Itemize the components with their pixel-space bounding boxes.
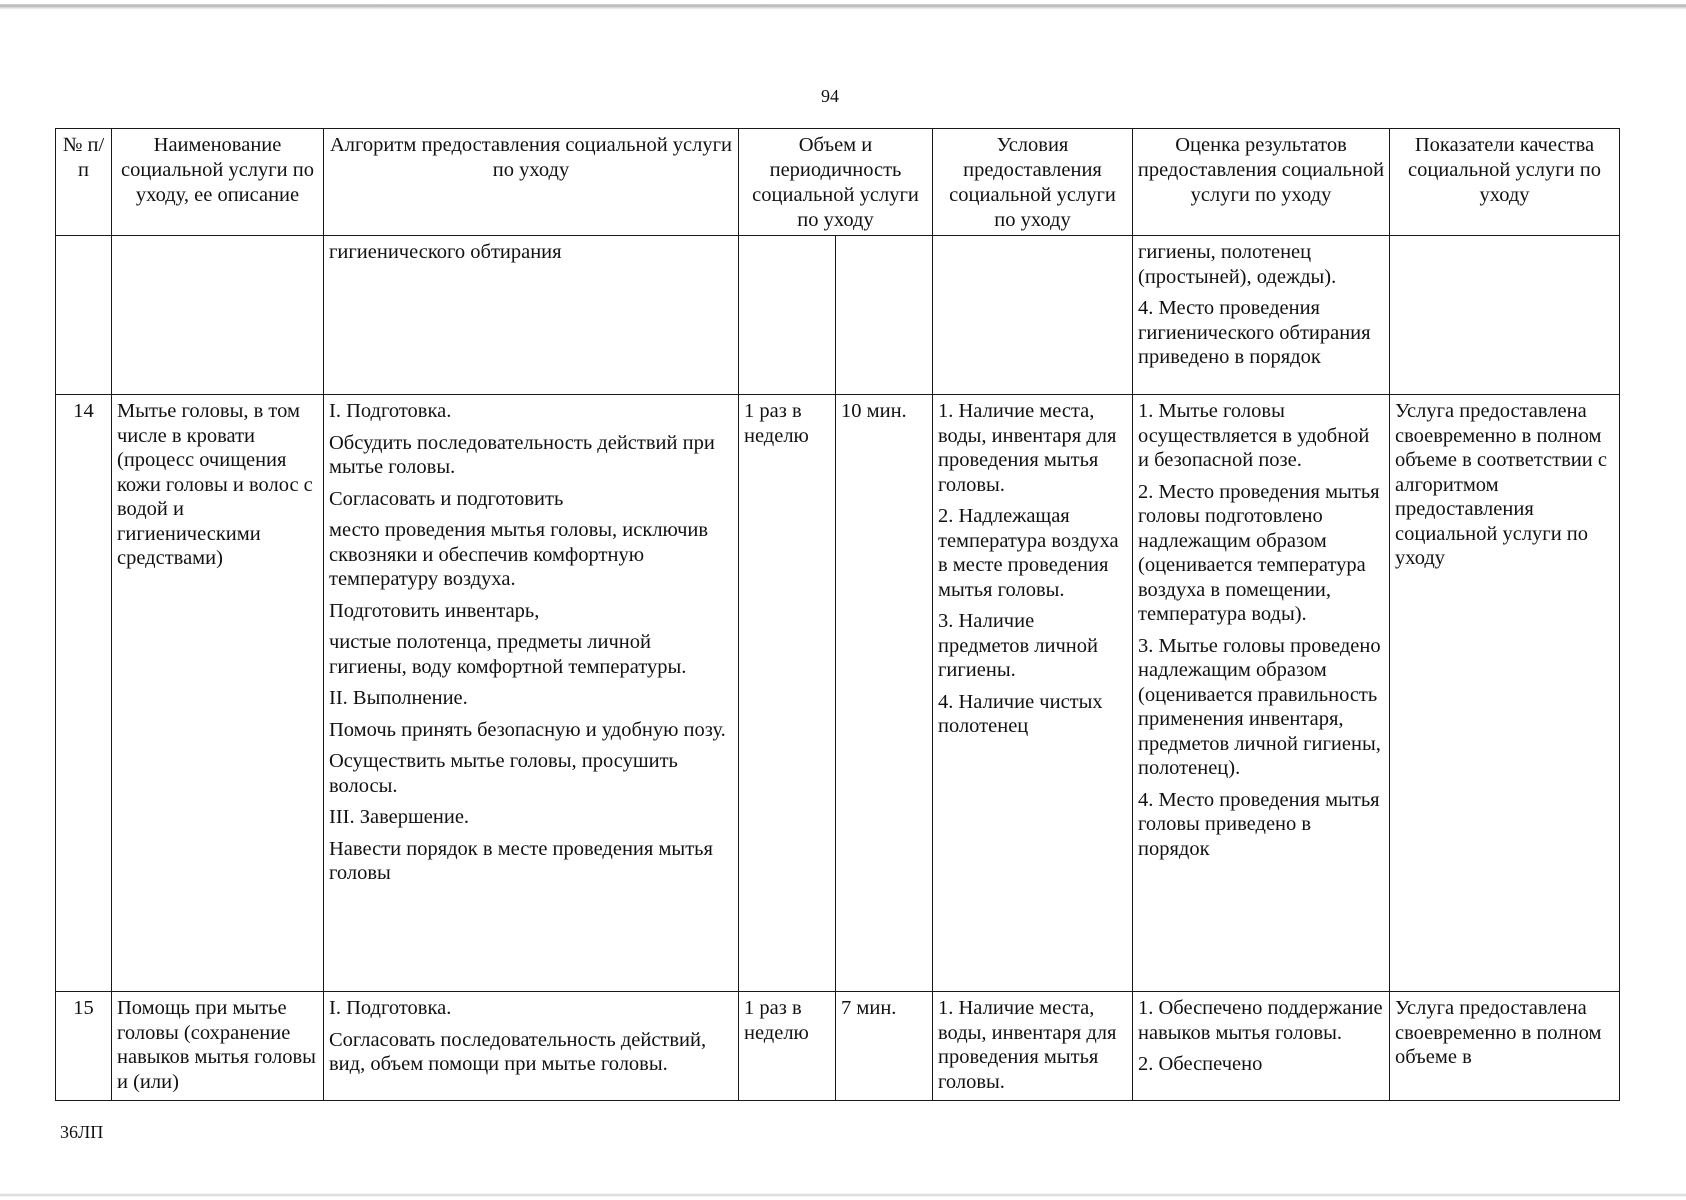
algorithm-step: чистые полотенца, предметы личной гигиены, воду комфортной температуры.	[329, 631, 687, 678]
algorithm-step: Согласовать последовательность действий, вид, объем помощи при мытье головы.	[329, 1028, 707, 1075]
algorithm-step: I. Подготовка.	[329, 400, 452, 422]
cell-indicators: Услуга предоставлена своевременно в полном объеме в соответствии с алгоритмом предоставления социальной услуги по уходу	[1390, 395, 1620, 992]
algorithm-step: Подготовить инвентарь,	[329, 599, 540, 622]
header-volume: Объем и периодичность социальной услуги по уходу	[739, 129, 933, 236]
cell-num: 15	[56, 992, 112, 1101]
cell-indicators: Услуга предоставлена своевременно в полном объеме в	[1390, 992, 1620, 1101]
cell-num: 14	[56, 395, 112, 992]
condition-item: 4. Наличие чистых полотенец	[938, 690, 1103, 737]
evaluation-item: гигиены, полотенец (простыней), одежды).	[1138, 241, 1337, 288]
cell-indicators	[1390, 236, 1620, 395]
header-algorithm: Алгоритм предоставления социальной услуги по уходу	[324, 129, 739, 236]
table-header-row	[56, 129, 1620, 236]
evaluation-item: 2. Обеспечено	[1138, 1053, 1263, 1075]
cell-conditions	[933, 992, 1133, 1101]
algorithm-step: III. Завершение.	[329, 806, 470, 828]
algorithm-step: II. Выполнение.	[329, 687, 468, 709]
cell-evaluation	[1133, 236, 1390, 395]
cell-duration: 7 мин.	[836, 992, 933, 1101]
cell-algorithm	[324, 395, 739, 992]
header-indicators: Показатели качества социальной услуги по уходу	[1390, 129, 1620, 236]
algorithm-step: Согласовать и подготовить	[329, 487, 564, 510]
algorithm-step: Навести порядок в месте проведения мытья головы	[329, 837, 713, 884]
cell-frequency: 1 раз в неделю	[739, 992, 836, 1101]
table-row-continuation	[56, 236, 1620, 395]
condition-item: 3. Наличие предметов личной гигиены.	[938, 610, 1098, 681]
cell-algorithm	[324, 236, 739, 395]
cell-conditions	[933, 395, 1133, 992]
table-row-15	[56, 992, 1620, 1101]
cell-algorithm	[324, 992, 739, 1101]
cell-num	[56, 236, 112, 395]
evaluation-item: 4. Место проведения мытья головы приведено в порядок	[1138, 788, 1380, 860]
algorithm-step: Обсудить последовательность действий при мытье головы.	[329, 431, 715, 478]
algorithm-step: Помочь принять безопасную и удобную позу.	[329, 718, 726, 741]
cell-name: Мытье головы, в том числе в кровати (процесс очищения кожи головы и волос с водой и гигиеническими средствами)	[112, 395, 324, 992]
cell-frequency: 1 раз в неделю	[739, 395, 836, 992]
table-row-14	[56, 395, 1620, 992]
cell-name	[112, 236, 324, 395]
cell-duration: 10 мин.	[836, 395, 933, 992]
footer-code: 36ЛП	[60, 1122, 104, 1142]
cell-evaluation	[1133, 992, 1390, 1101]
scan-edge-top	[0, 4, 1686, 10]
cell-evaluation	[1133, 395, 1390, 992]
algorithm-step: гигиенического обтирания	[329, 241, 562, 263]
evaluation-item: 4. Место проведения гигиенического обтирания приведено в порядок	[1138, 297, 1371, 368]
evaluation-item: 1. Обеспечено поддержание навыков мытья головы.	[1138, 997, 1383, 1044]
condition-item: 2. Надлежащая температура воздуха в месте проведения мытья головы.	[938, 505, 1119, 601]
cell-conditions	[933, 236, 1133, 395]
algorithm-step: Осуществить мытье головы, просушить волосы.	[329, 750, 678, 797]
cell-frequency	[739, 236, 836, 395]
scan-edge-bottom	[0, 1193, 1686, 1197]
services-table	[55, 128, 1620, 1101]
condition-item: 1. Наличие места, воды, инвентаря для проведения мытья головы.	[938, 400, 1117, 496]
algorithm-step: I. Подготовка.	[329, 997, 452, 1019]
page-number: 94	[821, 86, 839, 106]
cell-duration	[836, 236, 933, 395]
evaluation-item: 3. Мытье головы проведено надлежащим образом (оценивается правильность применения инвентаря, предметов личной гигиены, полотенец).	[1138, 634, 1381, 779]
algorithm-step: место проведения мытья головы, исключив сквозняки и обеспечив комфортную температуру воздуха.	[329, 519, 709, 590]
evaluation-item: 2. Место проведения мытья головы подготовлено надлежащим образом (оценивается температура воздуха в помещении, температура воды).	[1138, 480, 1380, 625]
header-name: Наименование социальной услуги по уходу, ее описание	[112, 129, 324, 236]
header-num: № п/п	[56, 129, 112, 236]
condition-item: 1. Наличие места, воды, инвентаря для проведения мытья головы.	[938, 997, 1117, 1093]
header-conditions: Условия предоставления социальной услуги по уходу	[933, 129, 1133, 236]
evaluation-item: 1. Мытье головы осуществляется в удобной и безопасной позе.	[1138, 400, 1370, 471]
cell-name: Помощь при мытье головы (сохранение навыков мытья головы и (или)	[112, 992, 324, 1101]
header-evaluation: Оценка результатов предоставления социальной услуги по уходу	[1133, 129, 1390, 236]
